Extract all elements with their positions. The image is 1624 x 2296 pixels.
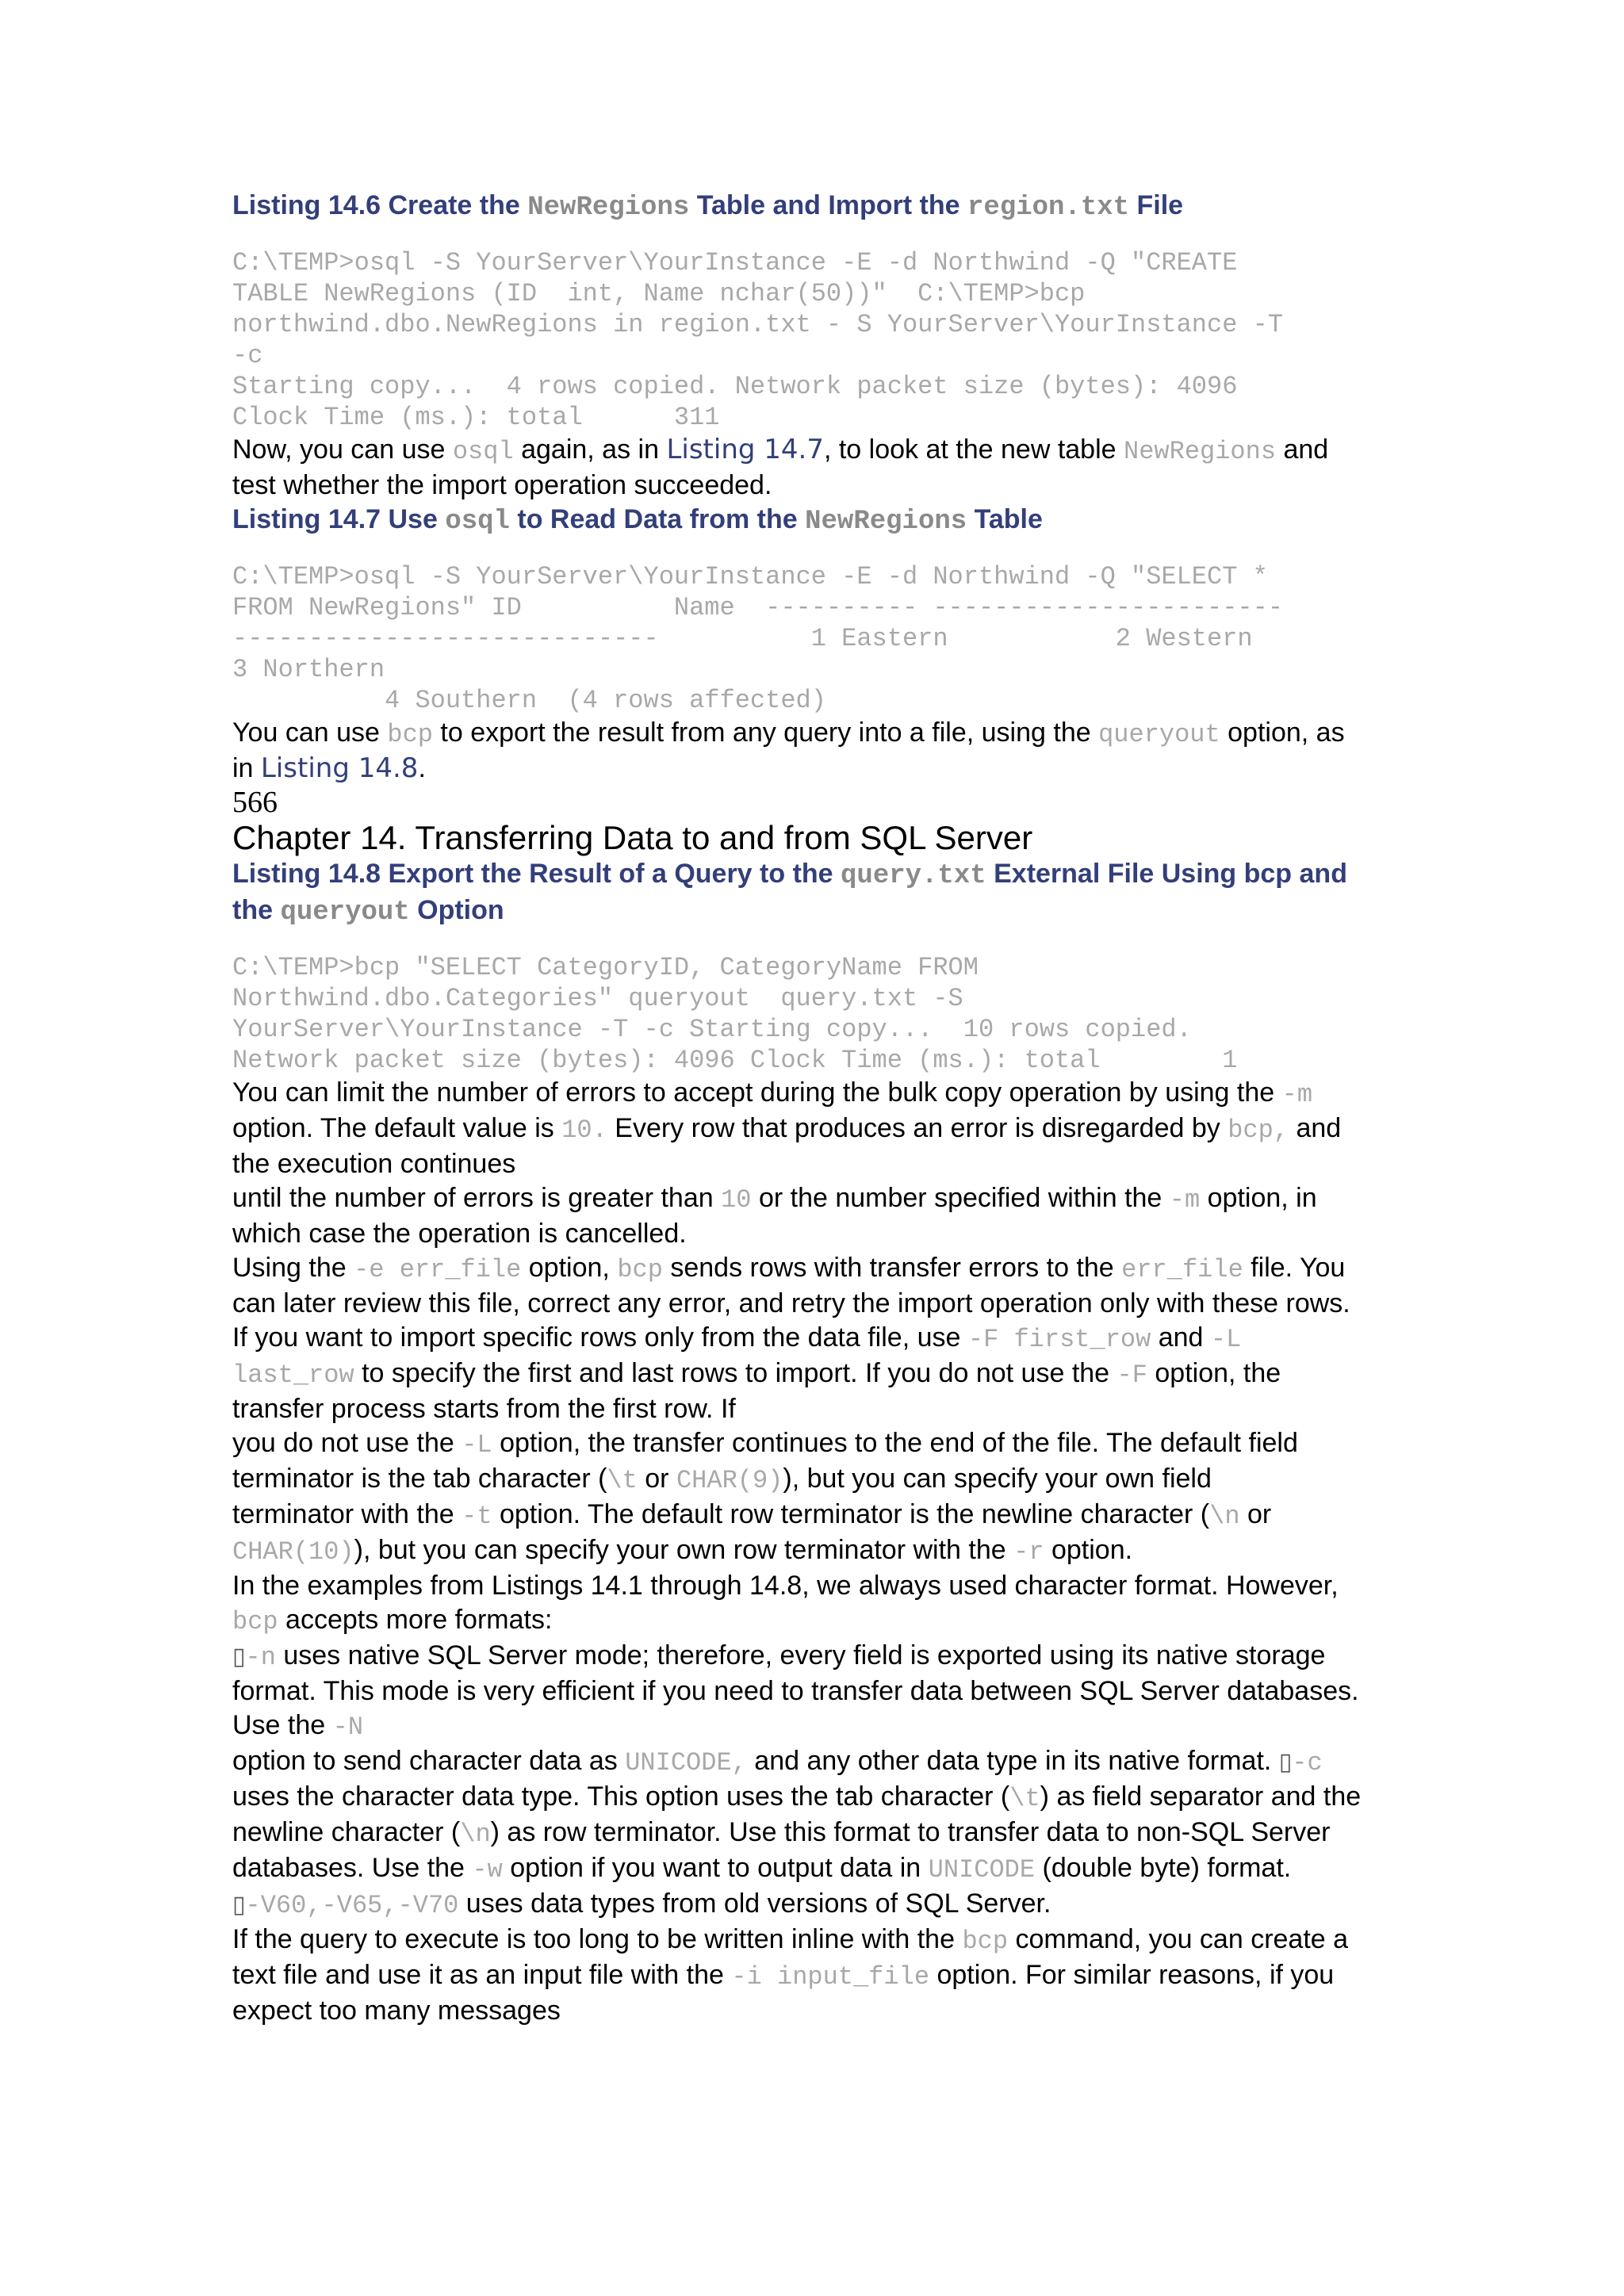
link-listing-14-7[interactable]: Listing 14.7: [666, 434, 824, 465]
format-bullet-list: ▯-n uses native SQL Server mode; therefore, every field is exported using its native storage format. This mode is very efficient if you need to transfer data between SQL Server databases. Use the -N option to send character data as UNICODE, and any other data type in its native format. ▯-c uses the character data type. This option uses the tab character (\t) as field separator and the newline character (\n) as row terminator. Use this format to transfer data to non-SQL Server databases. Use the -w option if you want to output data in UNICODE (double byte) format. ▯-V60,-V65,-V70 uses data types from old versions of SQL Server.: [232, 1640, 1362, 1920]
paragraph-error-limit: You can limit the number of errors to accept during the bulk copy operation by using the -m option. The default value is 10. Every row that produces an error is disregarded by bcp, and the execution continues until the number of errors is greater than 10 or the number specified within the -m option, in which case the operation is cancelled.: [232, 1077, 1342, 1249]
chapter-title: Chapter 14. Transferring Data to and from SQL Server: [232, 819, 1033, 856]
paragraph-bcp-export: You can use bcp to export the result from any query into a file, using the queryout option, as in Listing 14.8.: [232, 718, 1345, 784]
paragraph-err-file: Using the -e err_file option, bcp sends rows with transfer errors to the err_file file. You can later review this file, correct any error, and retry the import operation only with these rows.: [232, 1253, 1350, 1318]
listing-14-8-title: Listing 14.8 Export the Result of a Query to the query.txt External File Using bcp and the queryout Option: [232, 859, 1347, 928]
code-listing-14-7: C:\TEMP>osql -S YourServer\YourInstance -E -d Northwind -Q "SELECT * FROM NewRegions" ID Name ---------- ----------------------- ---------------------------- 1 Eastern 2 Western 3 Northern 4 Southern (4 rows affected): [232, 562, 1284, 715]
document-page: [232, 189, 1398, 2028]
bullet-glyph-icon: ▯: [232, 1643, 246, 1670]
paragraph-input-file: If the query to execute is too long to be written inline with the bcp command, you can create a text file and use it as an input file with the -i input_file option. For similar reasons, if you expect too many messages: [232, 1924, 1349, 2026]
link-listing-14-8[interactable]: Listing 14.8: [260, 752, 419, 784]
listing-14-7-title: Listing 14.7 Use osql to Read Data from the NewRegions Table: [232, 504, 1043, 537]
listing-14-6-title: Listing 14.6 Create the NewRegions Table and Import the region.txt File: [232, 190, 1184, 223]
bullet-glyph-icon: ▯: [1278, 1748, 1293, 1776]
paragraph-osql-again: Now, you can use osql again, as in Listing 14.7, to look at the new table NewRegions and test whether the import operation succeeded.: [232, 434, 1329, 500]
page-number: 566: [232, 786, 278, 819]
code-listing-14-8: C:\TEMP>bcp "SELECT CategoryID, CategoryName FROM Northwind.dbo.Categories" queryout query.txt -S YourServer\YourInstance -T -c Starting copy... 10 rows copied. Network packet size (bytes): 4096 Clock Time (ms.): total 1: [232, 953, 1238, 1075]
paragraph-formats-intro: In the examples from Listings 14.1 through 14.8, we always used character format. However, bcp accepts more formats:: [232, 1571, 1339, 1636]
bullet-glyph-icon: ▯: [232, 1891, 246, 1919]
paragraph-first-last-rows: If you want to import specific rows only from the data file, use -F first_row and -L last_row to specify the first and last rows to import. If you do not use the -F option, the transfer process starts from the first row. If you do not use the -L option, the transfer continues to the end of the file. The default field terminator is the tab character (\t or CHAR(9)), but you can specify your own field terminator with the -t option. The default row terminator is the newline character (\n or CHAR(10)), but you can specify your own row terminator with the -r option.: [232, 1322, 1298, 1567]
code-listing-14-6: C:\TEMP>osql -S YourServer\YourInstance -E -d Northwind -Q "CREATE TABLE NewRegions (ID int, Name nchar(50))" C:\TEMP>bcp northwind.dbo.NewRegions in region.txt - S YourServer\YourInstance -T -c Starting copy... 4 rows copied. Network packet size (bytes): 4096 Clock Time (ms.): total 311: [232, 248, 1284, 432]
